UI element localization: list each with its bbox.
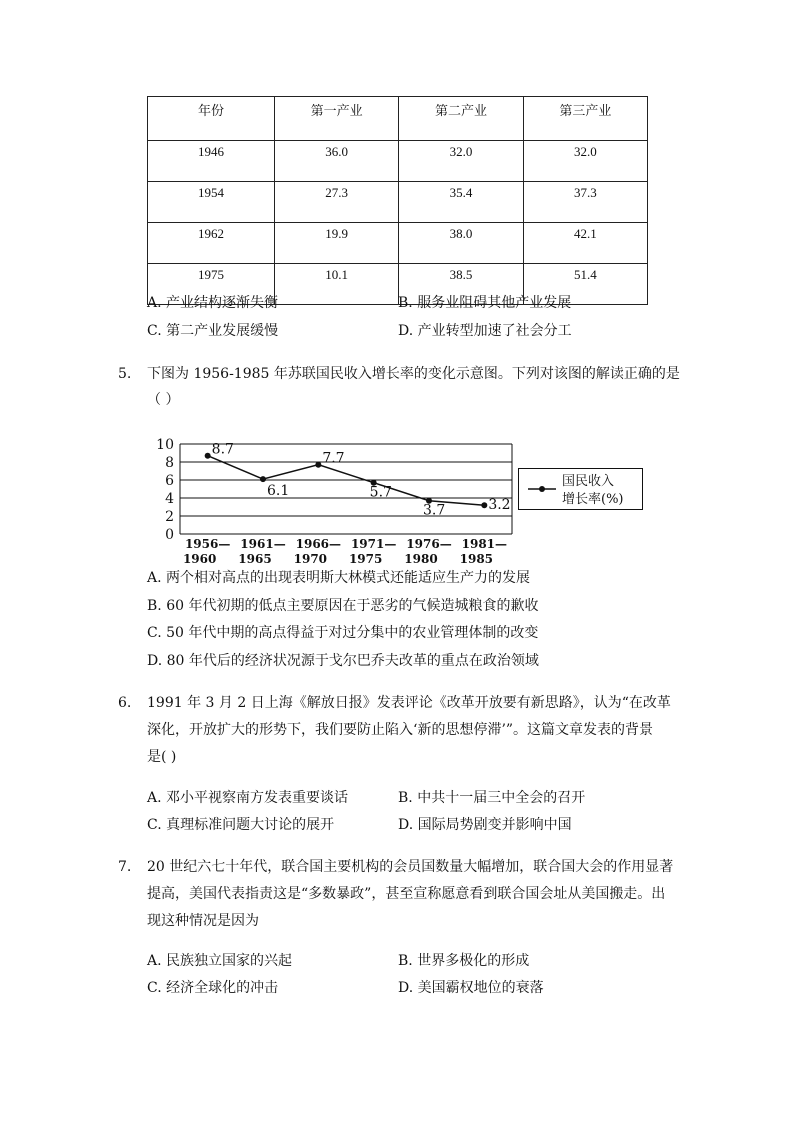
table-header: 第二产业	[399, 97, 523, 141]
q7-stem-line2: 提高，美国代表指责这是“多数暴政”，甚至宣称愿意看到联合国会址从美国搬走。出	[147, 886, 666, 902]
q4-option-d[interactable]: D. 产业转型加速了社会分工	[398, 323, 572, 339]
q7-number: 7.	[118, 859, 132, 875]
table-cell: 19.9	[275, 223, 399, 264]
chart-legend	[518, 468, 643, 510]
industry-table	[147, 96, 648, 305]
q7-stem-line1: 20 世纪六七十年代，联合国主要机构的会员国数量大幅增加，联合国大会的作用显著	[147, 859, 674, 875]
x-tick-label-bottom: 1965	[238, 552, 272, 566]
x-tick-label-top: 1981—	[461, 537, 508, 551]
q6-option-b[interactable]: B. 中共十一届三中全会的召开	[398, 790, 586, 806]
table-cell: 32.0	[399, 141, 523, 182]
table-cell: 1946	[148, 141, 275, 182]
table-cell: 37.3	[523, 182, 647, 223]
x-tick-label-top: 1966—	[295, 537, 342, 551]
x-tick-label-top: 1961—	[240, 537, 286, 551]
table-header: 第三产业	[523, 97, 647, 141]
data-value-label: 7.7	[322, 450, 345, 467]
x-axis-ticks	[183, 537, 507, 566]
x-tick-label-bottom: 1980	[404, 552, 438, 566]
q6-option-a[interactable]: A. 邓小平视察南方发表重要谈话	[147, 790, 349, 806]
x-tick-label-bottom: 1970	[293, 552, 328, 566]
q4-option-b[interactable]: B. 服务业阻碍其他产业发展	[398, 295, 572, 311]
q6-stem-line1: 1991 年 3 月 2 日上海《解放日报》发表评论《改革开放要有新思路》，认为“在改革	[147, 695, 671, 711]
y-tick-label: 6	[165, 473, 174, 489]
q6-number: 6.	[118, 695, 132, 711]
table-cell: 38.0	[399, 223, 523, 264]
y-tick-label: 10	[156, 437, 174, 453]
x-tick-label-top: 1971—	[350, 537, 397, 551]
y-tick-label: 8	[165, 455, 174, 471]
y-axis-ticks	[156, 437, 174, 543]
q5-number: 5.	[118, 366, 132, 382]
x-tick-label-bottom: 1960	[182, 552, 217, 566]
table-header-row	[148, 97, 648, 141]
q5-stem-line1: 下图为 1956-1985 年苏联国民收入增长率的变化示意图。下列对该图的解读正确的是	[147, 366, 680, 382]
y-tick-label: 4	[165, 491, 174, 507]
q5-option-d[interactable]: D. 80 年代后的经济状况源于戈尔巴乔夫改革的重点在政治领域	[147, 653, 539, 669]
table-cell: 32.0	[523, 141, 647, 182]
data-value-label: 3.2	[488, 497, 511, 514]
q6-option-c[interactable]: C. 真理标准问题大讨论的展开	[147, 817, 335, 833]
table-cell: 10.1	[275, 264, 399, 305]
q6-stem-line3: 是( )	[147, 749, 177, 765]
table-cell: 1962	[148, 223, 275, 264]
q4-option-a[interactable]: A. 产业结构逐渐失衡	[147, 295, 279, 311]
q7-option-b[interactable]: B. 世界多极化的形成	[398, 953, 530, 969]
data-point	[315, 462, 321, 468]
data-value-label: 6.1	[267, 483, 290, 500]
data-point	[260, 476, 266, 482]
table-cell: 35.4	[399, 182, 523, 223]
q7-stem-line3: 现这种情况是因为	[147, 913, 259, 929]
q5-option-b[interactable]: B. 60 年代初期的低点主要原因在于恶劣的气候造城粮食的歉收	[147, 598, 539, 614]
legend-label-line1: 国民收入	[562, 474, 615, 489]
table-cell: 36.0	[275, 141, 399, 182]
data-value-label: 3.7	[423, 502, 446, 519]
table-cell: 27.3	[275, 182, 399, 223]
q7-option-c[interactable]: C. 经济全球化的冲击	[147, 980, 279, 996]
legend-marker-icon	[539, 486, 545, 492]
table-row	[148, 182, 648, 223]
q5-option-c[interactable]: C. 50 年代中期的高点得益于对过分集中的农业管理体制的改变	[147, 625, 539, 641]
x-tick-label-top: 1976—	[406, 537, 452, 551]
table-row	[148, 223, 648, 264]
data-value-label: 5.7	[369, 484, 392, 501]
data-point	[205, 453, 211, 459]
q5-option-a[interactable]: A. 两个相对高点的出现表明斯大林模式还能适应生产力的发展	[147, 570, 531, 586]
q6-stem-line2: 深化，开放扩大的形势下，我们要防止陷入‘新的思想停滞’”。这篇文章发表的背景	[147, 722, 654, 738]
data-point	[481, 502, 487, 508]
table-header: 年份	[148, 97, 275, 141]
q6-option-d[interactable]: D. 国际局势剧变并影响中国	[398, 817, 572, 833]
table-header: 第一产业	[275, 97, 399, 141]
table-cell: 1975	[148, 264, 275, 305]
income-growth-chart	[140, 432, 530, 568]
data-value-label: 8.7	[211, 441, 234, 458]
x-tick-label-top: 1956—	[184, 537, 231, 551]
q5-stem-line2: （ ）	[147, 392, 180, 408]
table-cell: 51.4	[523, 264, 647, 305]
legend-label-line2: 增长率(%)	[562, 492, 624, 507]
q7-option-a[interactable]: A. 民族独立国家的兴起	[147, 953, 293, 969]
table-cell: 42.1	[523, 223, 647, 264]
x-tick-label-bottom: 1975	[348, 552, 383, 566]
y-tick-label: 2	[165, 509, 174, 525]
q4-option-c[interactable]: C. 第二产业发展缓慢	[147, 323, 279, 339]
y-tick-label: 0	[165, 527, 174, 543]
table-cell: 38.5	[399, 264, 523, 305]
table-row	[148, 141, 648, 182]
table-cell: 1954	[148, 182, 275, 223]
q7-option-d[interactable]: D. 美国霸权地位的衰落	[398, 980, 544, 996]
x-tick-label-bottom: 1985	[459, 552, 494, 566]
